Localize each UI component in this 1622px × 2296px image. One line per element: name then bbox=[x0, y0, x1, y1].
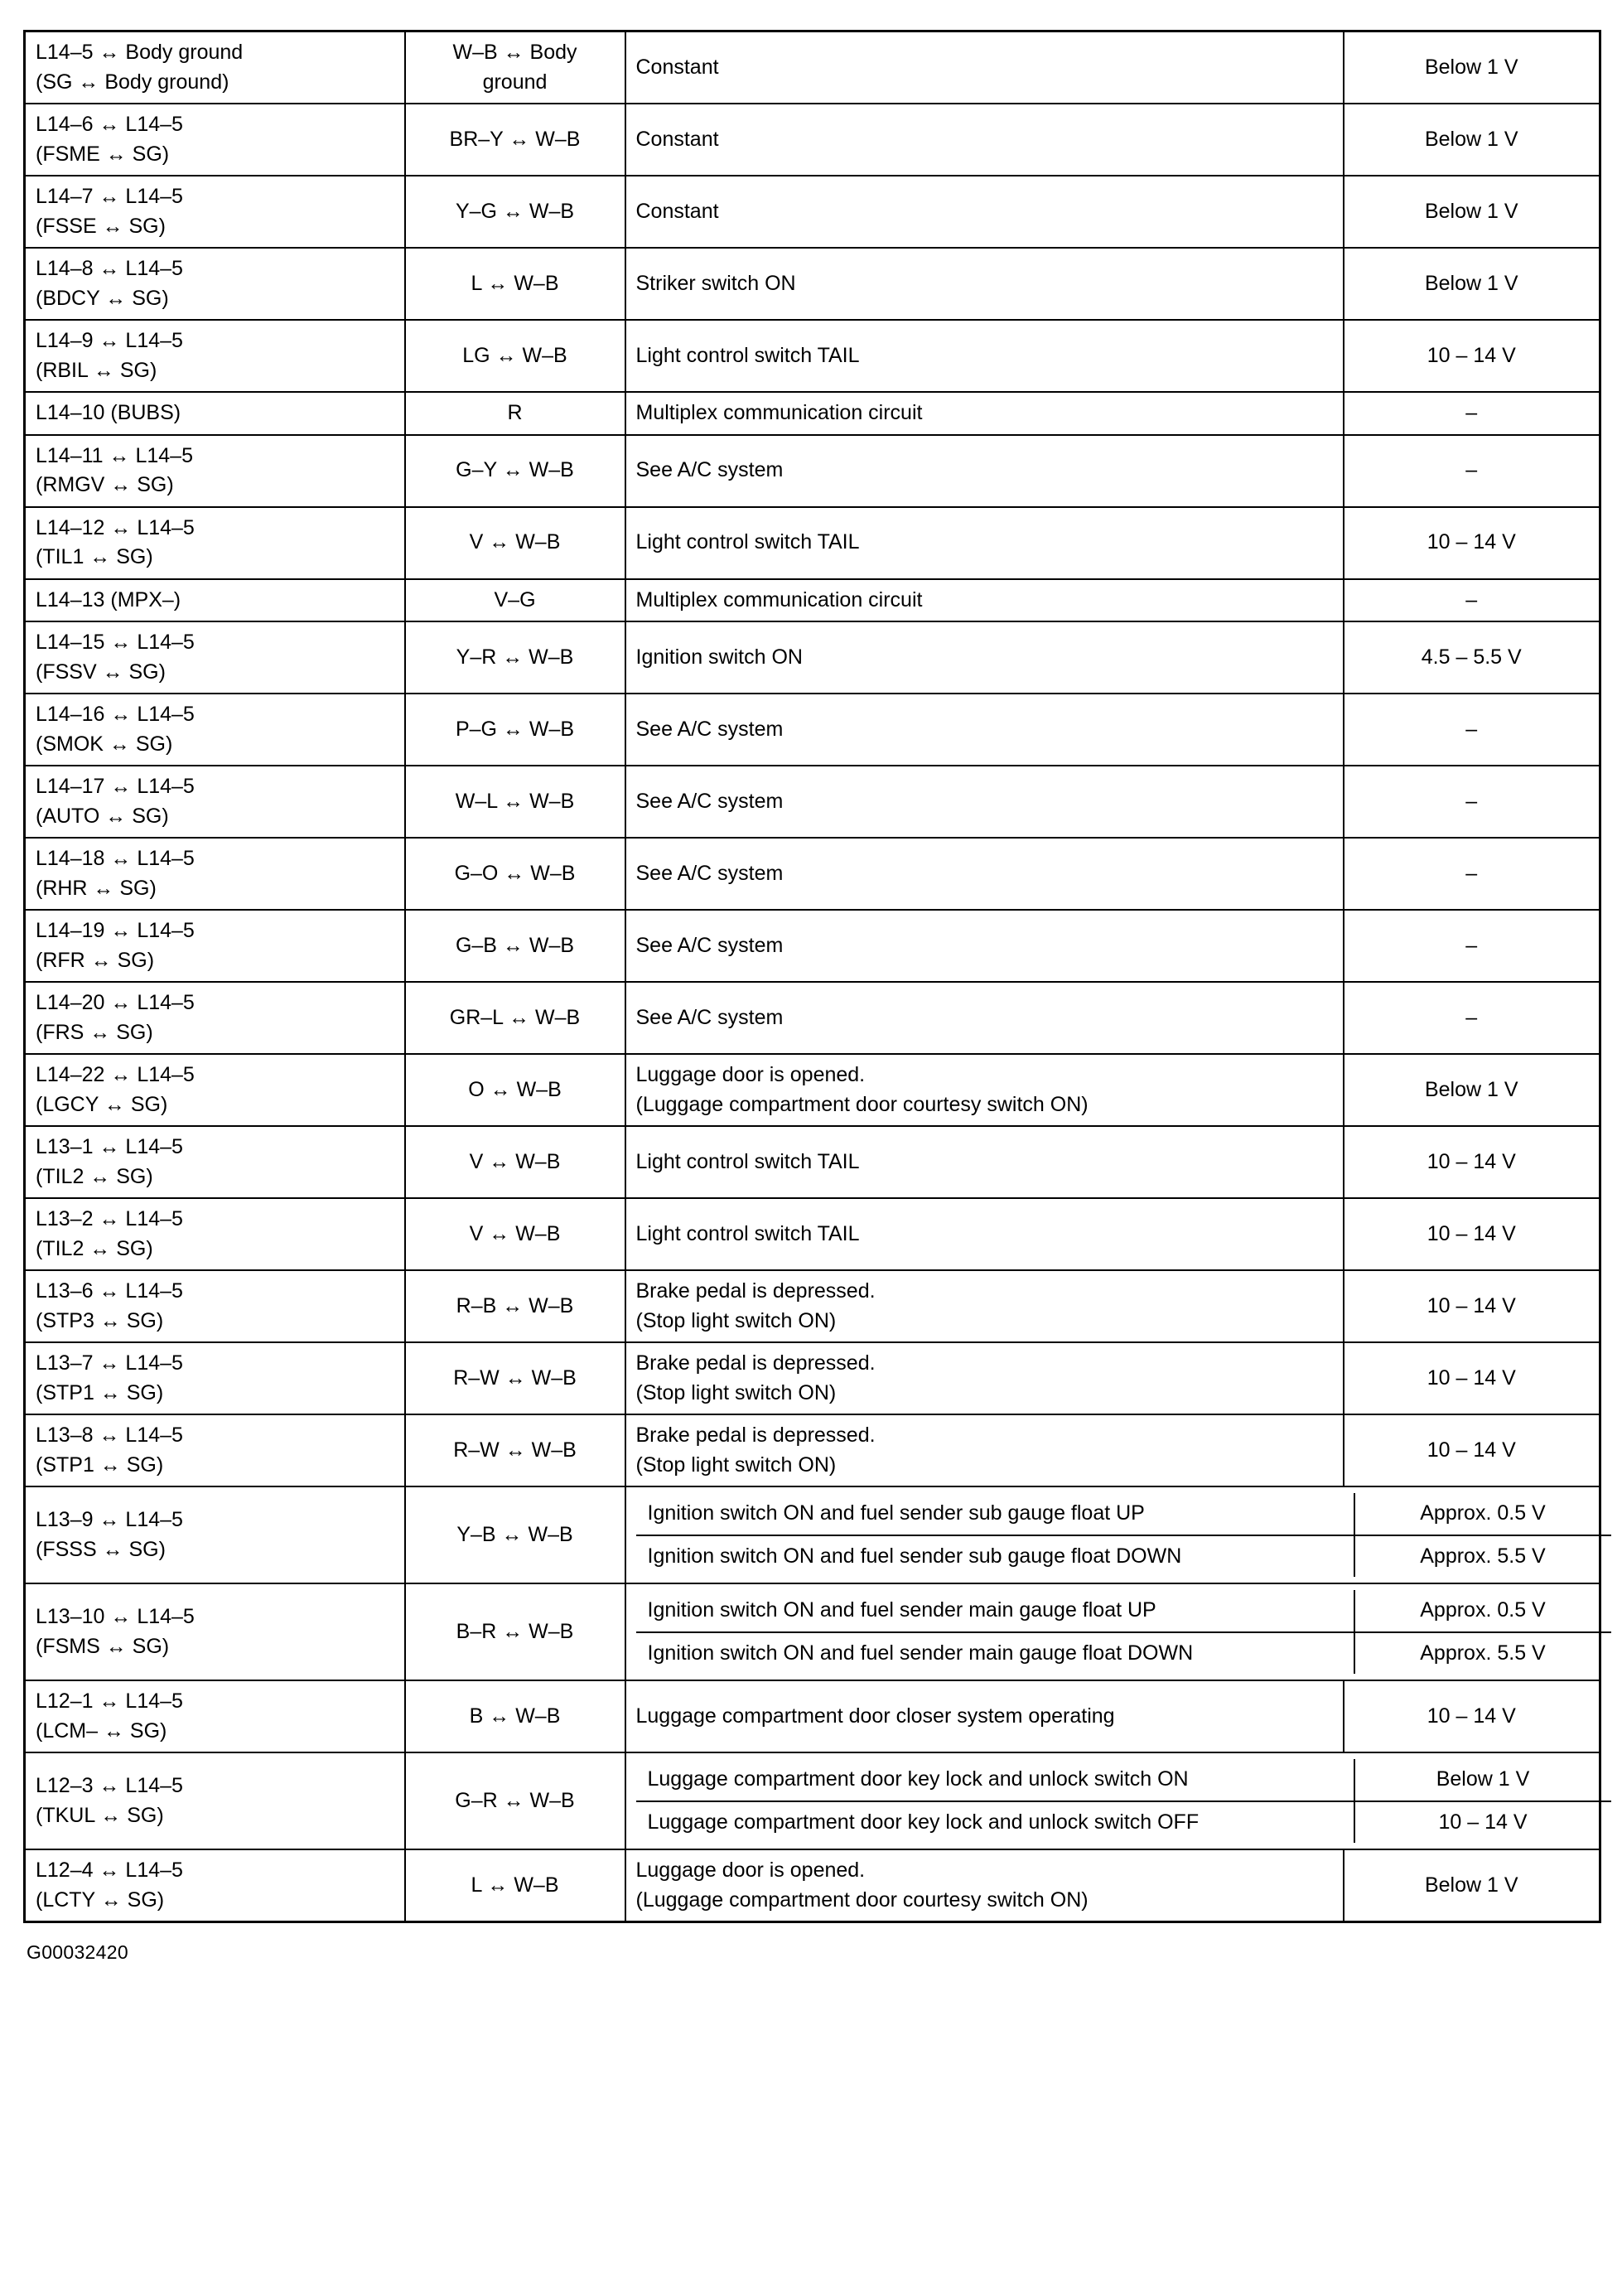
terminal-pair-line: (STP3 ↔ SG) bbox=[36, 1308, 164, 1332]
condition-cell bbox=[625, 176, 1344, 248]
terminal-pair-cell bbox=[25, 1126, 405, 1198]
wire-color-cell bbox=[405, 435, 625, 507]
voltage-cell: 10 – 14 V bbox=[1344, 1126, 1600, 1198]
terminal-pair-line: (FSME ↔ SG) bbox=[36, 142, 170, 166]
condition-line: Light control switch TAIL bbox=[635, 1149, 860, 1173]
terminal-pair-line: L14–18 ↔ L14–5 bbox=[36, 847, 195, 870]
condition-cell: Ignition switch ON and fuel sender main gauge float DOWN bbox=[636, 1632, 1354, 1675]
table-row bbox=[25, 1414, 1600, 1486]
condition-cell: Ignition switch ON and fuel sender sub gauge float UP bbox=[636, 1493, 1354, 1535]
wire-color-line: Y–G ↔ W–B bbox=[455, 199, 575, 223]
terminal-pair-line: (LCTY ↔ SG) bbox=[36, 1888, 165, 1912]
terminal-inspection-table bbox=[23, 30, 1601, 1923]
terminal-pair-line: L14–22 ↔ L14–5 bbox=[36, 1063, 195, 1086]
condition-line: Constant bbox=[635, 55, 719, 79]
condition-cell bbox=[625, 392, 1344, 435]
voltage-cell: – bbox=[1344, 694, 1600, 766]
table-subrow bbox=[636, 1535, 1611, 1578]
wire-color-line: R bbox=[507, 401, 523, 424]
terminal-pair-cell bbox=[25, 1270, 405, 1342]
condition-cell: Ignition switch ON and fuel sender sub gauge float DOWN bbox=[636, 1535, 1354, 1578]
condition-cell bbox=[625, 1054, 1344, 1126]
terminal-pair-cell bbox=[25, 1849, 405, 1922]
table-subrow bbox=[636, 1759, 1611, 1801]
table-row bbox=[25, 507, 1600, 579]
split-condition-voltage-group bbox=[625, 1486, 1600, 1583]
table-row bbox=[25, 982, 1600, 1054]
wire-color-cell bbox=[405, 1270, 625, 1342]
table-row bbox=[25, 1126, 1600, 1198]
table-row bbox=[25, 1849, 1600, 1922]
terminal-pair-line: L13–7 ↔ L14–5 bbox=[36, 1351, 183, 1375]
table-row bbox=[25, 1198, 1600, 1270]
terminal-pair-line: L14–11 ↔ L14–5 bbox=[36, 443, 193, 467]
condition-cell bbox=[625, 1414, 1344, 1486]
terminal-pair-line: L14–17 ↔ L14–5 bbox=[36, 775, 195, 798]
condition-line: Luggage compartment door closer system operating bbox=[635, 1704, 1115, 1728]
wire-color-line: G–Y ↔ W–B bbox=[456, 458, 574, 482]
condition-cell bbox=[625, 982, 1344, 1054]
condition-line: Light control switch TAIL bbox=[635, 530, 860, 554]
voltage-cell: 10 – 14 V bbox=[1344, 320, 1600, 392]
terminal-pair-cell bbox=[25, 1583, 405, 1680]
wire-color-line: ground bbox=[482, 70, 548, 94]
table-row bbox=[25, 579, 1600, 622]
condition-cell bbox=[625, 1126, 1344, 1198]
condition-line: (Stop light switch ON) bbox=[635, 1453, 837, 1477]
wire-color-line: P–G ↔ W–B bbox=[455, 717, 575, 741]
terminal-pair-line: L13–2 ↔ L14–5 bbox=[36, 1207, 183, 1230]
voltage-cell: – bbox=[1344, 982, 1600, 1054]
condition-cell bbox=[625, 104, 1344, 176]
terminal-pair-cell bbox=[25, 435, 405, 507]
condition-line: Multiplex communication circuit bbox=[635, 401, 923, 424]
condition-cell bbox=[625, 766, 1344, 838]
voltage-cell: Below 1 V bbox=[1344, 1849, 1600, 1922]
condition-cell bbox=[625, 435, 1344, 507]
wire-color-cell bbox=[405, 1054, 625, 1126]
wire-color-line: V ↔ W–B bbox=[469, 530, 561, 554]
condition-cell bbox=[625, 1270, 1344, 1342]
table-subrow bbox=[636, 1493, 1611, 1535]
terminal-pair-cell bbox=[25, 838, 405, 910]
wire-color-line: L ↔ W–B bbox=[471, 271, 559, 295]
wire-color-line: LG ↔ W–B bbox=[462, 343, 567, 367]
wire-color-cell bbox=[405, 1752, 625, 1849]
table-row bbox=[25, 694, 1600, 766]
voltage-cell: 4.5 – 5.5 V bbox=[1344, 621, 1600, 694]
wire-color-cell bbox=[405, 507, 625, 579]
table-row bbox=[25, 248, 1600, 320]
condition-line: See A/C system bbox=[635, 458, 784, 482]
condition-line: Constant bbox=[635, 199, 719, 223]
condition-cell: Ignition switch ON and fuel sender main gauge float UP bbox=[636, 1590, 1354, 1632]
figure-reference-code: G00032420 bbox=[27, 1941, 128, 1963]
wire-color-line: O ↔ W–B bbox=[468, 1077, 562, 1101]
voltage-cell: Approx. 5.5 V bbox=[1420, 1544, 1546, 1568]
wire-color-line: G–B ↔ W–B bbox=[455, 933, 575, 957]
wire-color-cell bbox=[405, 621, 625, 694]
voltage-cell: – bbox=[1344, 766, 1600, 838]
terminal-pair-line: L12–4 ↔ L14–5 bbox=[36, 1859, 183, 1882]
condition-line: (Stop light switch ON) bbox=[635, 1380, 837, 1404]
condition-cell bbox=[625, 1680, 1344, 1752]
terminal-pair-cell bbox=[25, 694, 405, 766]
terminal-pair-line: L14–16 ↔ L14–5 bbox=[36, 703, 195, 726]
terminal-pair-line: L13–8 ↔ L14–5 bbox=[36, 1424, 183, 1447]
terminal-pair-line: (FSSS ↔ SG) bbox=[36, 1537, 166, 1561]
terminal-pair-line: (AUTO ↔ SG) bbox=[36, 804, 169, 828]
terminal-pair-line: L14–13 (MPX–) bbox=[36, 587, 181, 611]
wire-color-cell bbox=[405, 1680, 625, 1752]
wire-color-line: W–B ↔ Body bbox=[452, 41, 577, 64]
wire-color-cell bbox=[405, 248, 625, 320]
voltage-cell: 10 – 14 V bbox=[1344, 1414, 1600, 1486]
terminal-pair-cell bbox=[25, 1414, 405, 1486]
terminal-pair-line: (LGCY ↔ SG) bbox=[36, 1092, 168, 1116]
condition-cell bbox=[625, 910, 1344, 982]
wire-color-line: GR–L ↔ W–B bbox=[449, 1005, 581, 1029]
condition-line: Luggage door is opened. bbox=[635, 1063, 866, 1086]
wire-color-line: W–L ↔ W–B bbox=[455, 789, 575, 813]
terminal-pair-line: (FSSE ↔ SG) bbox=[36, 214, 166, 238]
voltage-cell: – bbox=[1344, 579, 1600, 622]
voltage-cell: Below 1 V bbox=[1344, 31, 1600, 104]
condition-cell bbox=[625, 31, 1344, 104]
wire-color-cell bbox=[405, 766, 625, 838]
terminal-pair-cell bbox=[25, 320, 405, 392]
condition-line: (Luggage compartment door courtesy switch ON) bbox=[635, 1888, 1089, 1912]
terminal-pair-line: L13–9 ↔ L14–5 bbox=[36, 1508, 183, 1531]
voltage-cell: Approx. 0.5 V bbox=[1354, 1590, 1611, 1632]
terminal-pair-line: L13–6 ↔ L14–5 bbox=[36, 1279, 183, 1303]
wire-color-line: V ↔ W–B bbox=[469, 1221, 561, 1245]
terminal-pair-line: (BDCY ↔ SG) bbox=[36, 286, 169, 310]
wire-color-line: R–B ↔ W–B bbox=[456, 1293, 574, 1317]
terminal-pair-line: (RMGV ↔ SG) bbox=[36, 473, 174, 496]
table-subrow bbox=[636, 1801, 1611, 1844]
terminal-pair-line: L14–10 (BUBS) bbox=[36, 401, 181, 424]
wire-color-cell bbox=[405, 1126, 625, 1198]
terminal-pair-line: L12–1 ↔ L14–5 bbox=[36, 1689, 183, 1713]
terminal-pair-line: (TIL2 ↔ SG) bbox=[36, 1164, 153, 1188]
terminal-pair-line: L14–12 ↔ L14–5 bbox=[36, 515, 195, 539]
table-row bbox=[25, 31, 1600, 104]
wire-color-line: L ↔ W–B bbox=[471, 1873, 559, 1897]
voltage-cell: – bbox=[1344, 910, 1600, 982]
terminal-pair-cell bbox=[25, 910, 405, 982]
condition-line: Multiplex communication circuit bbox=[635, 587, 923, 611]
terminal-pair-line: (TIL1 ↔ SG) bbox=[36, 545, 153, 568]
condition-line: See A/C system bbox=[635, 1005, 784, 1029]
terminal-pair-cell bbox=[25, 248, 405, 320]
terminal-pair-line: L13–1 ↔ L14–5 bbox=[36, 1135, 183, 1158]
terminal-pair-line: (SMOK ↔ SG) bbox=[36, 732, 173, 756]
terminal-pair-cell bbox=[25, 1054, 405, 1126]
table-row bbox=[25, 910, 1600, 982]
table-body bbox=[25, 31, 1600, 1922]
terminal-pair-line: L14–20 ↔ L14–5 bbox=[36, 991, 195, 1014]
voltage-cell: – bbox=[1344, 838, 1600, 910]
terminal-pair-line: L14–7 ↔ L14–5 bbox=[36, 185, 183, 208]
condition-line: Brake pedal is depressed. bbox=[635, 1279, 876, 1303]
terminal-pair-cell bbox=[25, 579, 405, 622]
terminal-pair-line: (FSSV ↔ SG) bbox=[36, 660, 166, 684]
wire-color-line: V–G bbox=[494, 587, 536, 611]
voltage-cell: Below 1 V bbox=[1344, 176, 1600, 248]
terminal-pair-line: L14–6 ↔ L14–5 bbox=[36, 113, 183, 136]
condition-line: (Luggage compartment door courtesy switch ON) bbox=[635, 1092, 1089, 1116]
terminal-pair-line: L14–9 ↔ L14–5 bbox=[36, 329, 183, 352]
terminal-pair-line: (LCM– ↔ SG) bbox=[36, 1718, 167, 1743]
terminal-pair-cell bbox=[25, 621, 405, 694]
split-condition-voltage-group bbox=[625, 1752, 1600, 1849]
wire-color-line: B ↔ W–B bbox=[469, 1704, 561, 1728]
condition-cell bbox=[625, 248, 1344, 320]
voltage-cell: 10 – 14 V bbox=[1438, 1810, 1528, 1834]
table-row bbox=[25, 1583, 1600, 1680]
condition-cell bbox=[625, 320, 1344, 392]
voltage-cell: 10 – 14 V bbox=[1344, 1270, 1600, 1342]
voltage-cell: 10 – 14 V bbox=[1344, 1342, 1600, 1414]
voltage-cell: 10 – 14 V bbox=[1344, 1680, 1600, 1752]
condition-line: (Stop light switch ON) bbox=[635, 1308, 837, 1332]
wire-color-cell bbox=[405, 1583, 625, 1680]
condition-line: Light control switch TAIL bbox=[635, 343, 860, 367]
voltage-cell: Below 1 V bbox=[1344, 248, 1600, 320]
table-row bbox=[25, 176, 1600, 248]
voltage-cell: – bbox=[1344, 435, 1600, 507]
wire-color-cell bbox=[405, 1414, 625, 1486]
voltage-cell: Approx. 0.5 V bbox=[1354, 1493, 1611, 1535]
wire-color-line: R–W ↔ W–B bbox=[453, 1438, 577, 1462]
table-subrow bbox=[636, 1632, 1611, 1675]
condition-line: See A/C system bbox=[635, 861, 784, 885]
table-row bbox=[25, 1054, 1600, 1126]
wire-color-cell bbox=[405, 1849, 625, 1922]
wire-color-line: Y–B ↔ W–B bbox=[456, 1522, 573, 1546]
terminal-pair-line: L13–10 ↔ L14–5 bbox=[36, 1605, 195, 1628]
condition-line: Constant bbox=[635, 127, 719, 151]
voltage-cell: Below 1 V bbox=[1344, 104, 1600, 176]
wire-color-cell bbox=[405, 176, 625, 248]
wire-color-line: R–W ↔ W–B bbox=[453, 1366, 577, 1390]
condition-line: See A/C system bbox=[635, 933, 784, 957]
terminal-pair-line: L14–15 ↔ L14–5 bbox=[36, 631, 195, 654]
terminal-pair-line: (RBIL ↔ SG) bbox=[36, 358, 157, 382]
voltage-cell: Below 1 V bbox=[1344, 1054, 1600, 1126]
terminal-pair-line: (STP1 ↔ SG) bbox=[36, 1453, 164, 1477]
condition-cell bbox=[625, 1849, 1344, 1922]
condition-cell bbox=[625, 507, 1344, 579]
wire-color-cell bbox=[405, 579, 625, 622]
terminal-pair-cell bbox=[25, 1680, 405, 1752]
condition-cell: Luggage compartment door key lock and unlock switch ON bbox=[636, 1759, 1354, 1801]
voltage-cell: Approx. 5.5 V bbox=[1420, 1641, 1546, 1665]
terminal-pair-line: L12–3 ↔ L14–5 bbox=[36, 1774, 183, 1797]
condition-cell: Luggage compartment door key lock and unlock switch OFF bbox=[636, 1801, 1354, 1844]
terminal-pair-cell bbox=[25, 1752, 405, 1849]
terminal-pair-cell bbox=[25, 176, 405, 248]
wire-color-line: Y–R ↔ W–B bbox=[456, 645, 574, 669]
condition-cell bbox=[625, 621, 1344, 694]
terminal-pair-cell bbox=[25, 507, 405, 579]
wire-color-cell bbox=[405, 104, 625, 176]
wire-color-cell bbox=[405, 910, 625, 982]
terminal-pair-line: (FSMS ↔ SG) bbox=[36, 1634, 170, 1658]
wire-color-cell bbox=[405, 1198, 625, 1270]
voltage-cell: Below 1 V bbox=[1354, 1759, 1611, 1801]
terminal-pair-line: (SG ↔ Body ground) bbox=[36, 70, 229, 94]
terminal-pair-line: (RFR ↔ SG) bbox=[36, 948, 155, 972]
condition-cell bbox=[625, 838, 1344, 910]
terminal-pair-line: L14–8 ↔ L14–5 bbox=[36, 257, 183, 280]
table-row bbox=[25, 104, 1600, 176]
voltage-cell: 10 – 14 V bbox=[1344, 1198, 1600, 1270]
condition-line: Luggage door is opened. bbox=[635, 1859, 866, 1882]
condition-line: Striker switch ON bbox=[635, 271, 796, 295]
condition-line: Brake pedal is depressed. bbox=[635, 1351, 876, 1375]
table-row bbox=[25, 1270, 1600, 1342]
wire-color-cell bbox=[405, 694, 625, 766]
terminal-pair-line: (FRS ↔ SG) bbox=[36, 1020, 153, 1044]
condition-line: Brake pedal is depressed. bbox=[635, 1424, 876, 1447]
table-row bbox=[25, 1486, 1600, 1583]
table-row bbox=[25, 320, 1600, 392]
condition-line: Ignition switch ON bbox=[635, 645, 803, 669]
condition-cell bbox=[625, 1342, 1344, 1414]
table-row bbox=[25, 392, 1600, 435]
table-row bbox=[25, 766, 1600, 838]
condition-cell bbox=[625, 579, 1344, 622]
terminal-pair-line: (STP1 ↔ SG) bbox=[36, 1380, 164, 1404]
terminal-pair-line: L14–19 ↔ L14–5 bbox=[36, 919, 195, 942]
table-row bbox=[25, 1752, 1600, 1849]
terminal-pair-cell bbox=[25, 982, 405, 1054]
split-condition-voltage-group bbox=[625, 1583, 1600, 1680]
terminal-pair-cell bbox=[25, 766, 405, 838]
condition-cell bbox=[625, 1198, 1344, 1270]
terminal-pair-line: (RHR ↔ SG) bbox=[36, 876, 157, 900]
wire-color-line: G–R ↔ W–B bbox=[455, 1788, 575, 1812]
terminal-pair-cell bbox=[25, 1486, 405, 1583]
wire-color-cell bbox=[405, 1486, 625, 1583]
voltage-cell: – bbox=[1344, 392, 1600, 435]
terminal-pair-cell bbox=[25, 392, 405, 435]
terminal-pair-cell bbox=[25, 31, 405, 104]
condition-line: See A/C system bbox=[635, 717, 784, 741]
terminal-pair-line: L14–5 ↔ Body ground bbox=[36, 41, 244, 64]
terminal-pair-line: (TKUL ↔ SG) bbox=[36, 1803, 164, 1827]
wire-color-cell bbox=[405, 392, 625, 435]
wire-color-cell bbox=[405, 1342, 625, 1414]
table-row bbox=[25, 1342, 1600, 1414]
wire-color-cell bbox=[405, 320, 625, 392]
wire-color-cell bbox=[405, 838, 625, 910]
condition-cell bbox=[625, 694, 1344, 766]
table-row bbox=[25, 838, 1600, 910]
wire-color-line: G–O ↔ W–B bbox=[454, 861, 576, 885]
condition-line: Light control switch TAIL bbox=[635, 1221, 860, 1245]
terminal-pair-cell bbox=[25, 1198, 405, 1270]
terminal-pair-line: (TIL2 ↔ SG) bbox=[36, 1236, 153, 1260]
table-row bbox=[25, 621, 1600, 694]
table-row bbox=[25, 1680, 1600, 1752]
condition-line: See A/C system bbox=[635, 789, 784, 813]
terminal-pair-cell bbox=[25, 104, 405, 176]
voltage-cell: 10 – 14 V bbox=[1344, 507, 1600, 579]
wire-color-cell bbox=[405, 982, 625, 1054]
wire-color-line: V ↔ W–B bbox=[469, 1149, 561, 1173]
wire-color-cell bbox=[405, 31, 625, 104]
terminal-pair-cell bbox=[25, 1342, 405, 1414]
wire-color-line: B–R ↔ W–B bbox=[456, 1619, 574, 1643]
wire-color-line: BR–Y ↔ W–B bbox=[449, 127, 581, 151]
table-subrow bbox=[636, 1590, 1611, 1632]
table-row bbox=[25, 435, 1600, 507]
